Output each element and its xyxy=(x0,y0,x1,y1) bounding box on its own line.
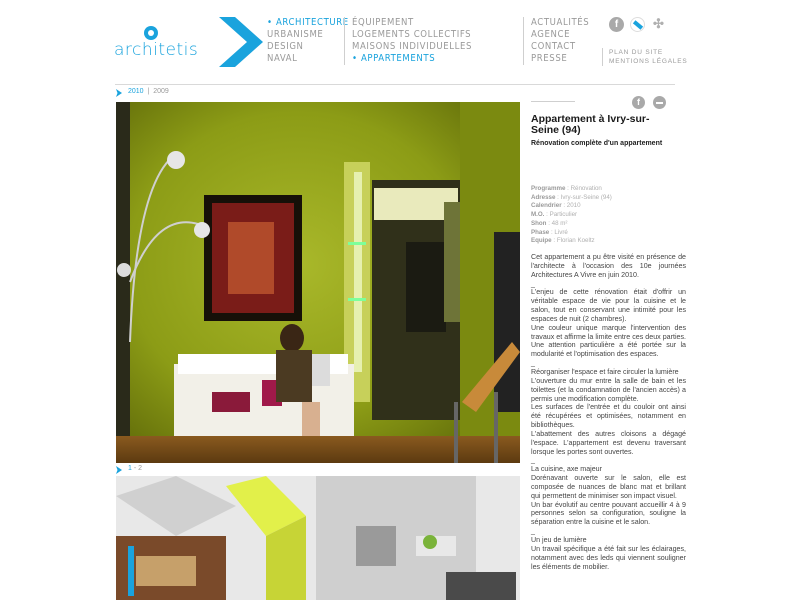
nav-item-design[interactable]: DESIGN xyxy=(267,41,304,52)
plan-du-site-link[interactable]: PLAN DU SITE xyxy=(609,49,664,56)
project-photo[interactable] xyxy=(116,102,520,463)
description-paragraph: L'abattement des autres cloisons a dégagé l'espace. L'appartement est devenu traversant lorsque les portes sont ouvertes. xyxy=(531,429,686,456)
arrow-right-icon xyxy=(116,466,122,474)
chevron-right-icon xyxy=(219,17,263,67)
year-tabs xyxy=(128,88,169,95)
nav-item-architecture[interactable]: • ARCHITECTURE xyxy=(267,17,349,28)
nav-item-equipement[interactable]: ÉQUIPEMENT xyxy=(352,17,414,28)
header-divider xyxy=(115,84,675,85)
nav-item-logements-collectifs[interactable]: LOGEMENTS COLLECTIFS xyxy=(352,29,472,40)
description-separator: _ xyxy=(531,359,535,368)
title-divider xyxy=(531,101,575,102)
project-title: Appartement à Ivry-sur-Seine (94) xyxy=(531,113,650,136)
nav-item-contact[interactable]: CONTACT xyxy=(531,41,576,52)
description-heading: Un jeu de lumière xyxy=(531,536,587,544)
fact-phase: Phase : Livré xyxy=(531,228,568,236)
description-paragraph: Un travail spécifique a été fait sur les éclairages, notamment avec des leds qui viennent souligner les éléments de mobilier. xyxy=(531,544,686,571)
arrow-right-icon xyxy=(116,89,122,97)
nav-item-actualites[interactable]: ACTUALITÉS xyxy=(531,17,590,28)
year-tab-2010[interactable]: 2010 xyxy=(128,88,144,95)
fact-adresse: Adresse : Ivry-sur-Seine (94) xyxy=(531,193,612,201)
page-1-link[interactable]: 1 xyxy=(128,465,132,472)
nav-item-agence[interactable]: AGENCE xyxy=(531,29,571,40)
page-separator: - xyxy=(133,465,137,472)
fact-mo: M.O. : Particulier xyxy=(531,211,578,219)
share-icon[interactable]: ✣ xyxy=(651,17,666,32)
sub-nav xyxy=(344,17,472,65)
description-heading: La cuisine, axe majeur xyxy=(531,465,602,474)
facebook-share-icon[interactable]: f xyxy=(632,96,645,109)
description-paragraph: Une couleur unique marque l'intervention des travaux et affirme la limite entre ces deux parties. Une attention particulière a été portée sur la modularité et l'optimisation des espaces. xyxy=(531,323,686,359)
year-separator: | xyxy=(147,88,150,95)
nav-item-naval[interactable]: NAVAL xyxy=(267,53,298,64)
description-paragraph: Dorénavant ouverte sur le salon, elle est composée de nuances de blanc mat et brillant qui permettent de minimiser son impact visuel. xyxy=(531,474,686,500)
minus-icon[interactable] xyxy=(653,96,666,109)
mentions-legales-link[interactable]: MENTIONS LÉGALES xyxy=(609,58,688,65)
description-separator: _ xyxy=(531,279,535,288)
info-nav xyxy=(523,17,589,65)
photo-pagination xyxy=(128,465,142,472)
nav-item-maisons-individuelles[interactable]: MAISONS INDIVIDUELLES xyxy=(352,41,472,52)
fact-equipe: Equipe : Florian Koeltz xyxy=(531,237,595,245)
description-paragraph: Un bar évolutif au centre pouvant accueillir 4 à 9 personnes selon sa configuration, souligne la séparation entre la cuisine et le salon. xyxy=(531,500,686,527)
logo-mark-icon xyxy=(144,26,158,40)
logo-text: architetis xyxy=(114,40,199,60)
nav-item-appartements[interactable]: • APPARTEMENTS xyxy=(352,53,436,64)
fact-shon: Shon : 48 m² xyxy=(531,219,568,227)
description-paragraph: Les surfaces de l'entrée et du couloir ont ainsi été récupérées et optimisées, notamment en bibliothèques. xyxy=(531,403,686,430)
description-separator: _ xyxy=(531,527,535,536)
project-description xyxy=(531,253,686,571)
delicious-icon[interactable] xyxy=(630,17,645,32)
page-2-link[interactable]: 2 xyxy=(138,465,143,472)
site-logo[interactable] xyxy=(114,26,214,62)
plan-render-image xyxy=(116,476,520,600)
fact-calendrier: Calendrier : 2010 xyxy=(531,202,581,210)
project-subtitle: Rénovation complète d'un appartement xyxy=(531,140,663,147)
legal-nav xyxy=(602,48,688,66)
description-separator: _ xyxy=(531,456,535,465)
fact-programme: Programme : Rénovation xyxy=(531,185,602,192)
description-paragraph: Cet appartement a pu être visité en présence de l'architecte à l'occasion des 10e journées Architectures A Vivre en juin 2010. xyxy=(531,253,686,279)
project-facts xyxy=(531,185,612,246)
description-paragraph: L'enjeu de cette rénovation était d'offrir un véritable espace de vie pour la cuisine et le salon, tout en conservant une intimité pour les espaces de nuit (2 chambres). xyxy=(531,288,686,323)
plan-render[interactable] xyxy=(116,476,520,600)
nav-item-presse[interactable]: PRESSE xyxy=(531,53,568,64)
year-tab-2009[interactable]: 2009 xyxy=(153,88,169,95)
main-nav xyxy=(267,17,349,65)
facebook-icon[interactable]: f xyxy=(609,17,624,32)
living-room-photo xyxy=(116,102,520,463)
description-heading: Réorganiser l'espace et faire circuler la lumière xyxy=(531,367,679,376)
nav-item-urbanisme[interactable]: URBANISME xyxy=(267,29,324,40)
description-paragraph: L'ouverture du mur entre la salle de bain et les toilettes (et la condamnation de l'ancien accès) a permis une modification complète. xyxy=(531,376,686,403)
